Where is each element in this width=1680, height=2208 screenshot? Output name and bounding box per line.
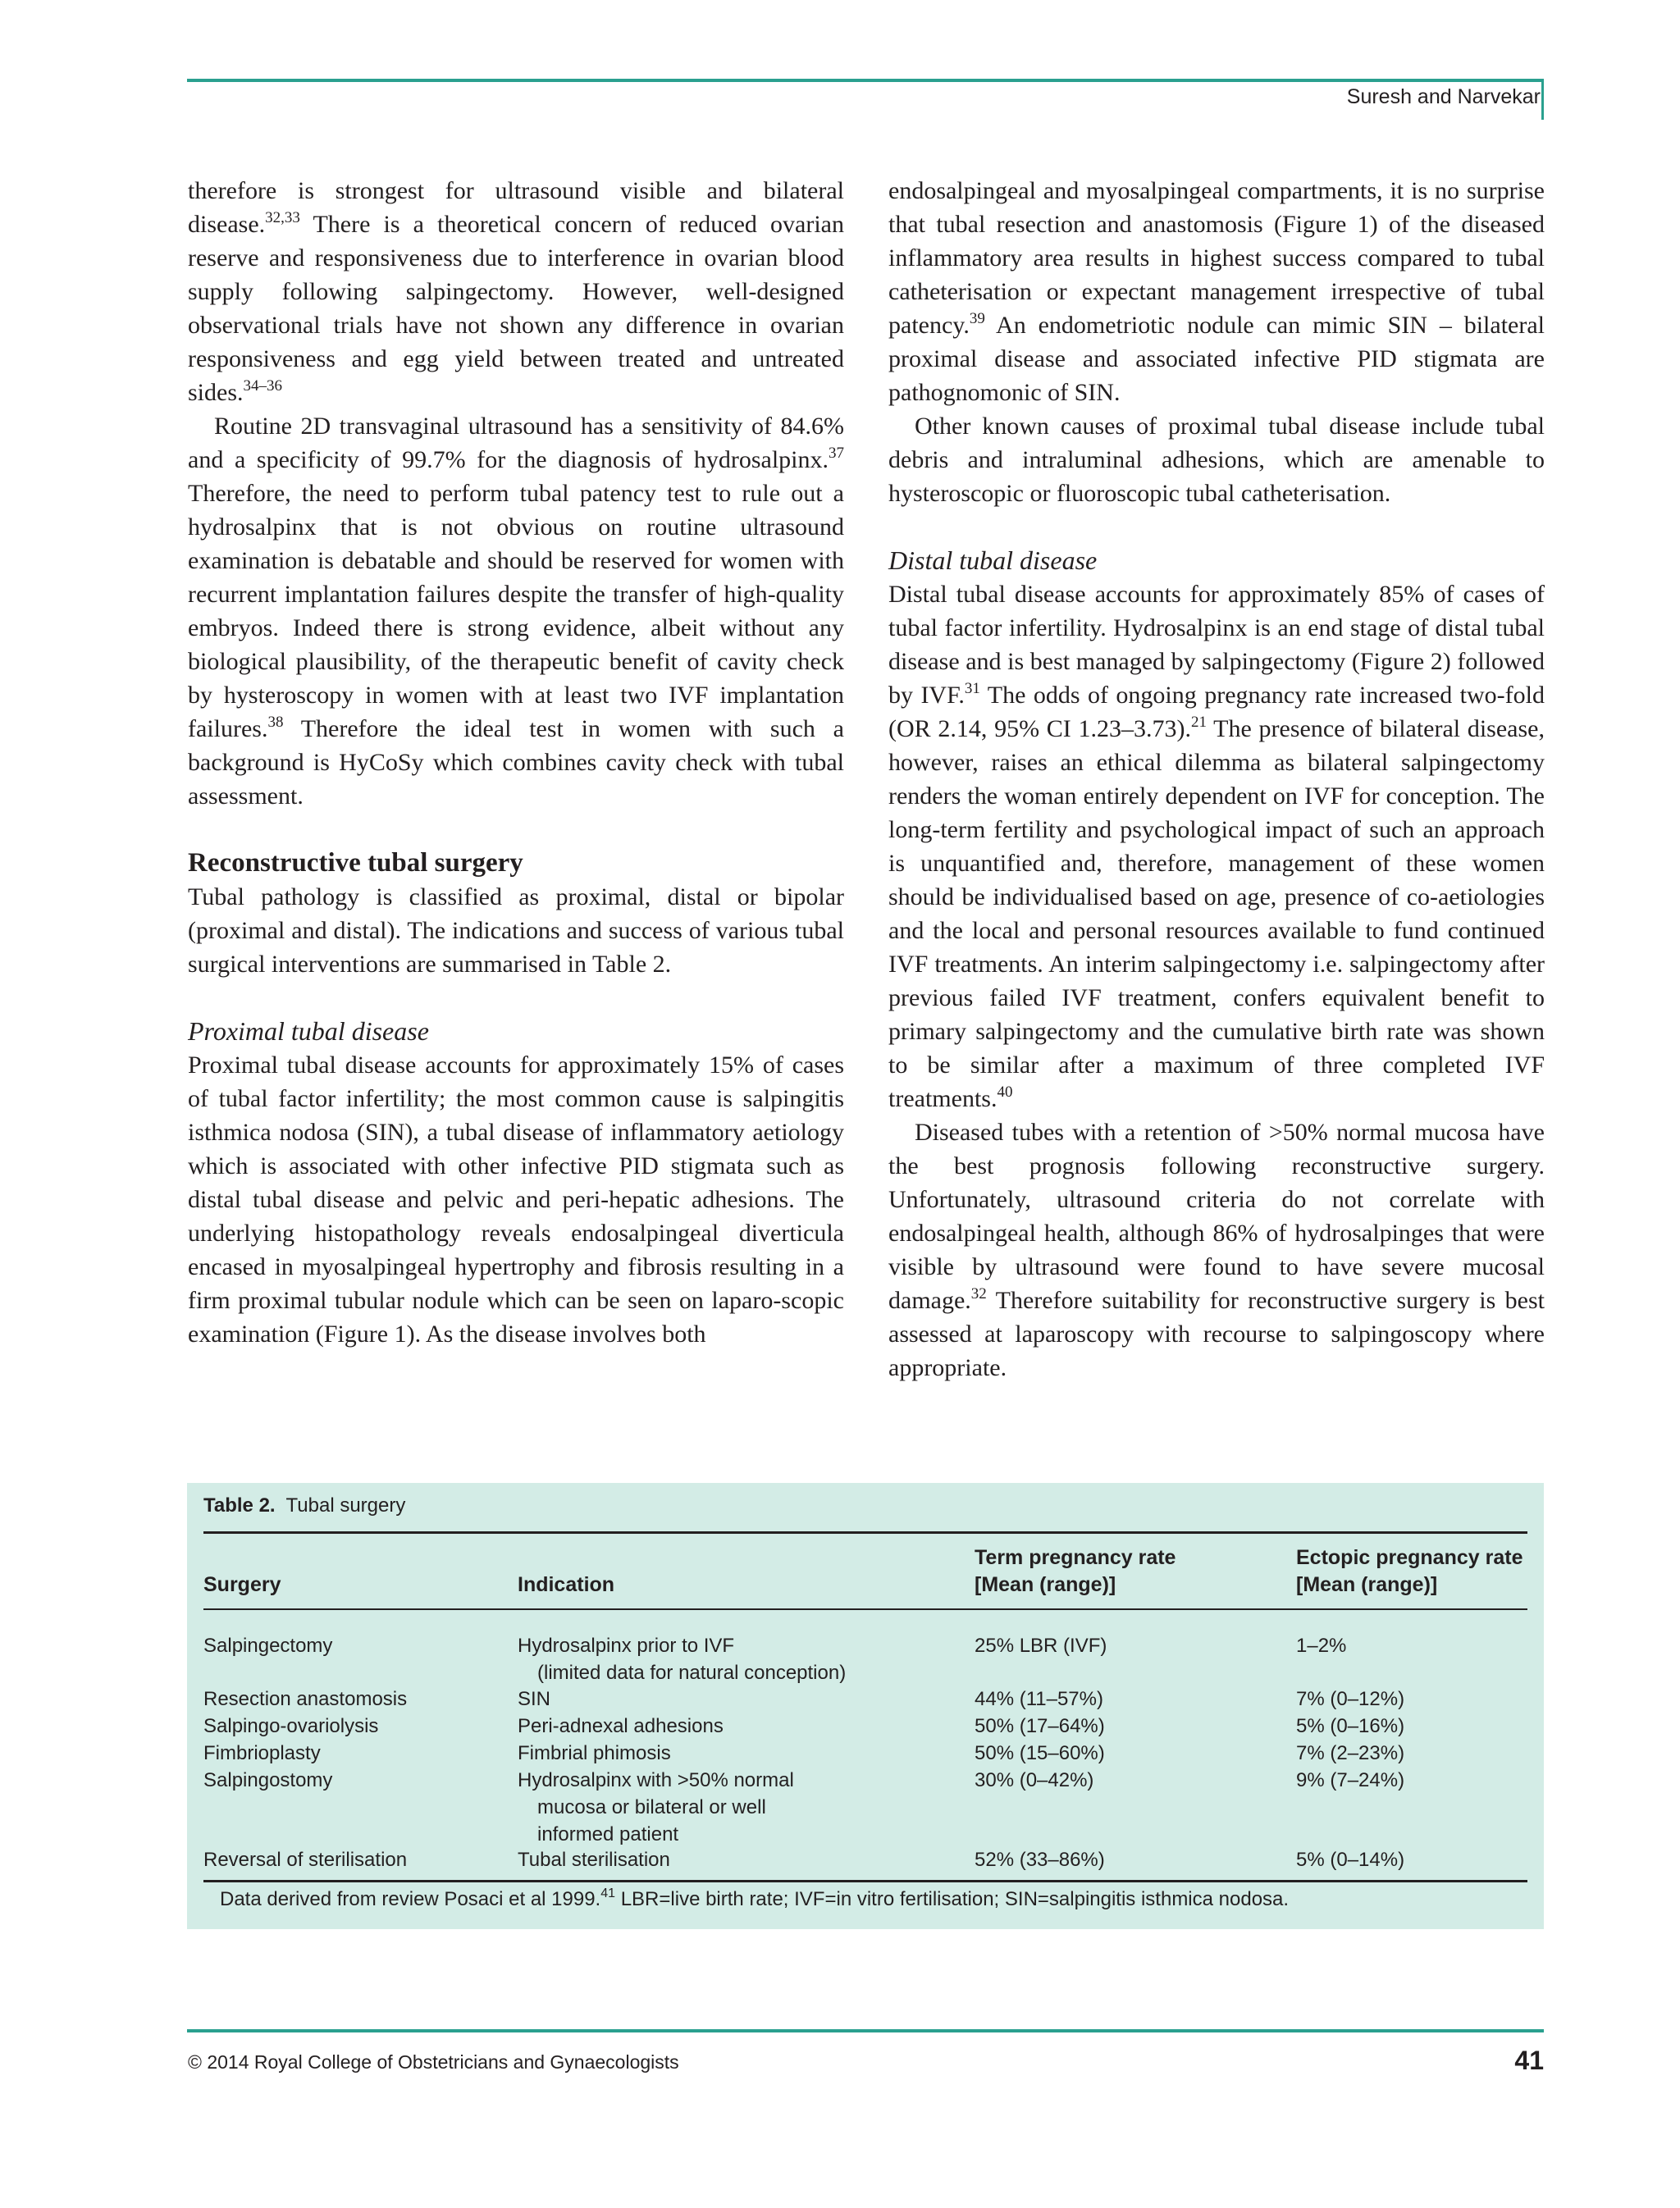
footer-rule xyxy=(187,2029,1544,2032)
table-rule-bottom xyxy=(203,1880,1527,1882)
cell-term-rate: 25% LBR (IVF) xyxy=(975,1635,1107,1657)
cell-term-rate: 30% (0–42%) xyxy=(975,1769,1094,1791)
paragraph: Distal tubal disease accounts for approximately 85% of cases of tubal factor infertility. Hydrosalpinx is an end stage of distal tubal disease and is best managed by salpingectomy (Figure 2) followed by IVF.$^{31}$ The odds of ongoing pregnancy rate increased two-fold (OR 2.14, 95% CI 1.23–3.73).$^{21}$ The presence of bilateral disease, however, raises an ethical dilemma as bilateral salpingectomy renders the woman entirely dependent on IVF for conception. The long-term fertility and psychological impact of such an approach is unquantified and, therefore, management of these women should be individualised based on age, presence of co-aetiologies and the local and personal resources available to fund continued IVF treatments. An interim salpingectomy i.e. salpingectomy after previous failed IVF treatment, confers equivalent benefit to primary salpingectomy and the cumulative birth rate was shown to be similar after a maximum of three completed IVF treatments.$^{40}$ xyxy=(888,581,1545,1112)
citation[interactable]: 37 xyxy=(829,445,844,462)
header-side-rule xyxy=(1541,79,1544,120)
section-title: Reconstructive tubal surgery xyxy=(188,848,523,878)
citation[interactable]: 32 xyxy=(970,1285,987,1302)
citation[interactable]: 31 xyxy=(964,680,980,697)
left-column xyxy=(188,174,844,1351)
cell-ectopic-rate: 7% (2–23%) xyxy=(1296,1742,1405,1764)
cell-indication: Peri-adnexal adhesions xyxy=(518,1715,724,1737)
paragraph: Other known causes of proximal tubal disease include tubal debris and intraluminal adhesions, which are amenable to hysteroscopic or fluoroscopic tubal catheterisation. xyxy=(888,413,1545,507)
cell-indication: Hydrosalpinx prior to IVF (limited data for natural conception) xyxy=(518,1635,847,1684)
copyright: © 2014 Royal College of Obstetricians and Gynaecologists xyxy=(188,2051,679,2073)
cell-term-rate: 50% (15–60%) xyxy=(975,1742,1105,1764)
paragraph: therefore is strongest for ultrasound visible and bilateral disease.$^{32,33}$ There is a theoretical concern of reduced ovarian reserve and responsiveness due to interference in ovarian blood supply following salpingectomy. However, well-designed observational trials have not shown any difference in ovarian responsiveness and egg yield between treated and untreated sides.$^{34-36}$ xyxy=(188,177,844,406)
cell-term-rate: 44% (11–57%) xyxy=(975,1688,1103,1710)
header-ectopic-pregnancy: Ectopic pregnancy rate [Mean (range)] xyxy=(1296,1546,1523,1596)
citation[interactable]: 38 xyxy=(267,714,284,731)
cell-surgery: Reversal of sterilisation xyxy=(203,1849,408,1871)
citation[interactable]: 40 xyxy=(997,1083,1013,1101)
header-term-pregnancy: Term pregnancy rate [Mean (range)] xyxy=(975,1546,1176,1596)
table-rule-top xyxy=(203,1531,1527,1534)
citation[interactable]: 21 xyxy=(1191,714,1207,731)
cell-ectopic-rate: 7% (0–12%) xyxy=(1296,1688,1405,1710)
subsection-title: Proximal tubal disease xyxy=(188,1016,429,1046)
table-title: Tubal surgery xyxy=(285,1494,406,1517)
right-column xyxy=(888,174,1545,1385)
citation[interactable]: 41 xyxy=(600,1886,616,1900)
cell-term-rate: 52% (33–86%) xyxy=(975,1849,1105,1871)
cell-indication: SIN xyxy=(518,1688,551,1710)
cell-surgery: Salpingo-ovariolysis xyxy=(203,1715,379,1737)
table-label: Table 2. xyxy=(203,1494,276,1517)
cell-surgery: Salpingostomy xyxy=(203,1769,333,1791)
cell-ectopic-rate: 1–2% xyxy=(1296,1635,1347,1657)
header-surgery: Surgery xyxy=(203,1573,281,1596)
cell-indication: Tubal sterilisation xyxy=(518,1849,670,1871)
cell-term-rate: 50% (17–64%) xyxy=(975,1715,1105,1737)
subsection-title: Distal tubal disease xyxy=(888,545,1098,575)
cell-surgery: Resection anastomosis xyxy=(203,1688,408,1710)
cell-ectopic-rate: 5% (0–14%) xyxy=(1296,1849,1405,1871)
header-rule xyxy=(187,79,1544,82)
cell-ectopic-rate: 9% (7–24%) xyxy=(1296,1769,1405,1791)
paragraph: endosalpingeal and myosalpingeal compartments, it is no surprise that tubal resection and anastomosis (Figure 1) of the diseased inflammatory area results in highest success compared to tubal catheterisation or expectant management irrespective of tubal patency.$^{39}$ An endometriotic nodule can mimic SIN – bilateral proximal disease and associated infective PID stigmata are pathognomonic of SIN. xyxy=(888,177,1545,406)
citation[interactable]: 32,33 xyxy=(265,209,300,226)
table-caption xyxy=(203,1494,405,1517)
citation[interactable]: 34–36 xyxy=(243,377,282,395)
cell-indication: Fimbrial phimosis xyxy=(518,1742,671,1764)
cell-surgery: Fimbrioplasty xyxy=(203,1742,321,1764)
table-rule-header xyxy=(203,1608,1527,1610)
page-number: 41 xyxy=(1514,2046,1544,2075)
header-indication: Indication xyxy=(518,1573,615,1596)
cell-indication: Hydrosalpinx with >50% normal mucosa or bilateral or well informed patient xyxy=(518,1769,794,1845)
cell-ectopic-rate: 5% (0–16%) xyxy=(1296,1715,1405,1737)
table-2 xyxy=(187,1483,1544,1929)
cell-surgery: Salpingectomy xyxy=(203,1635,333,1657)
paragraph: Tubal pathology is classified as proximal, distal or bipolar (proximal and distal). The indications and success of various tubal surgical interventions are summarised in Table 2. xyxy=(188,883,844,978)
paragraph: Routine 2D transvaginal ultrasound has a sensitivity of 84.6% and a specificity of 99.7% for the diagnosis of hydrosalpinx.$^{37}$ Therefore, the need to perform tubal patency test to rule out a hydrosalpinx that is not obvious on routine ultrasound examination is debatable and should be reserved for women with recurrent implantation failures despite the transfer of high-quality embryos. Indeed there is strong evidence, albeit without any biological plausibility, of the therapeutic benefit of cavity check by hysteroscopy in women with at least two IVF implantation failures.$^{38}$ Therefore the ideal test in women with such a background is HyCoSy which combines cavity check with tubal assessment. xyxy=(188,413,844,810)
paragraph: Proximal tubal disease accounts for approximately 15% of cases of tubal factor infertility; the most common cause is salpingitis isthmica nodosa (SIN), a tubal disease of inflammatory aetiology which is associated with other infective PID stigmata such as distal tubal disease and pelvic and peri-hepatic adhesions. The underlying histopathology reveals endosalpingeal diverticula encased in myosalpingeal hypertrophy and fibrosis resulting in a firm proximal tubular nodule which can be seen on laparo-scopic examination (Figure 1). As the disease involves both xyxy=(188,1052,844,1348)
table-footnote: Data derived from review Posaci et al 1999.41 LBR=live birth rate; IVF=in vitro fertilisation; SIN=salpingitis isthmica nodosa. xyxy=(220,1886,1290,1910)
running-head: Suresh and Narvekar xyxy=(1346,85,1541,108)
citation[interactable]: 39 xyxy=(969,310,985,327)
paragraph: Diseased tubes with a retention of >50% normal mucosa have the best prognosis following reconstructive surgery. Unfortunately, ultrasound criteria do not correlate with endosalpingeal health, although 86% of hydrosalpinges that were visible by ultrasound were found to have severe mucosal damage.$^{32}$ Therefore suitability for reconstructive surgery is best assessed at laparoscopy with recourse to salpingoscopy where appropriate. xyxy=(888,1119,1545,1381)
